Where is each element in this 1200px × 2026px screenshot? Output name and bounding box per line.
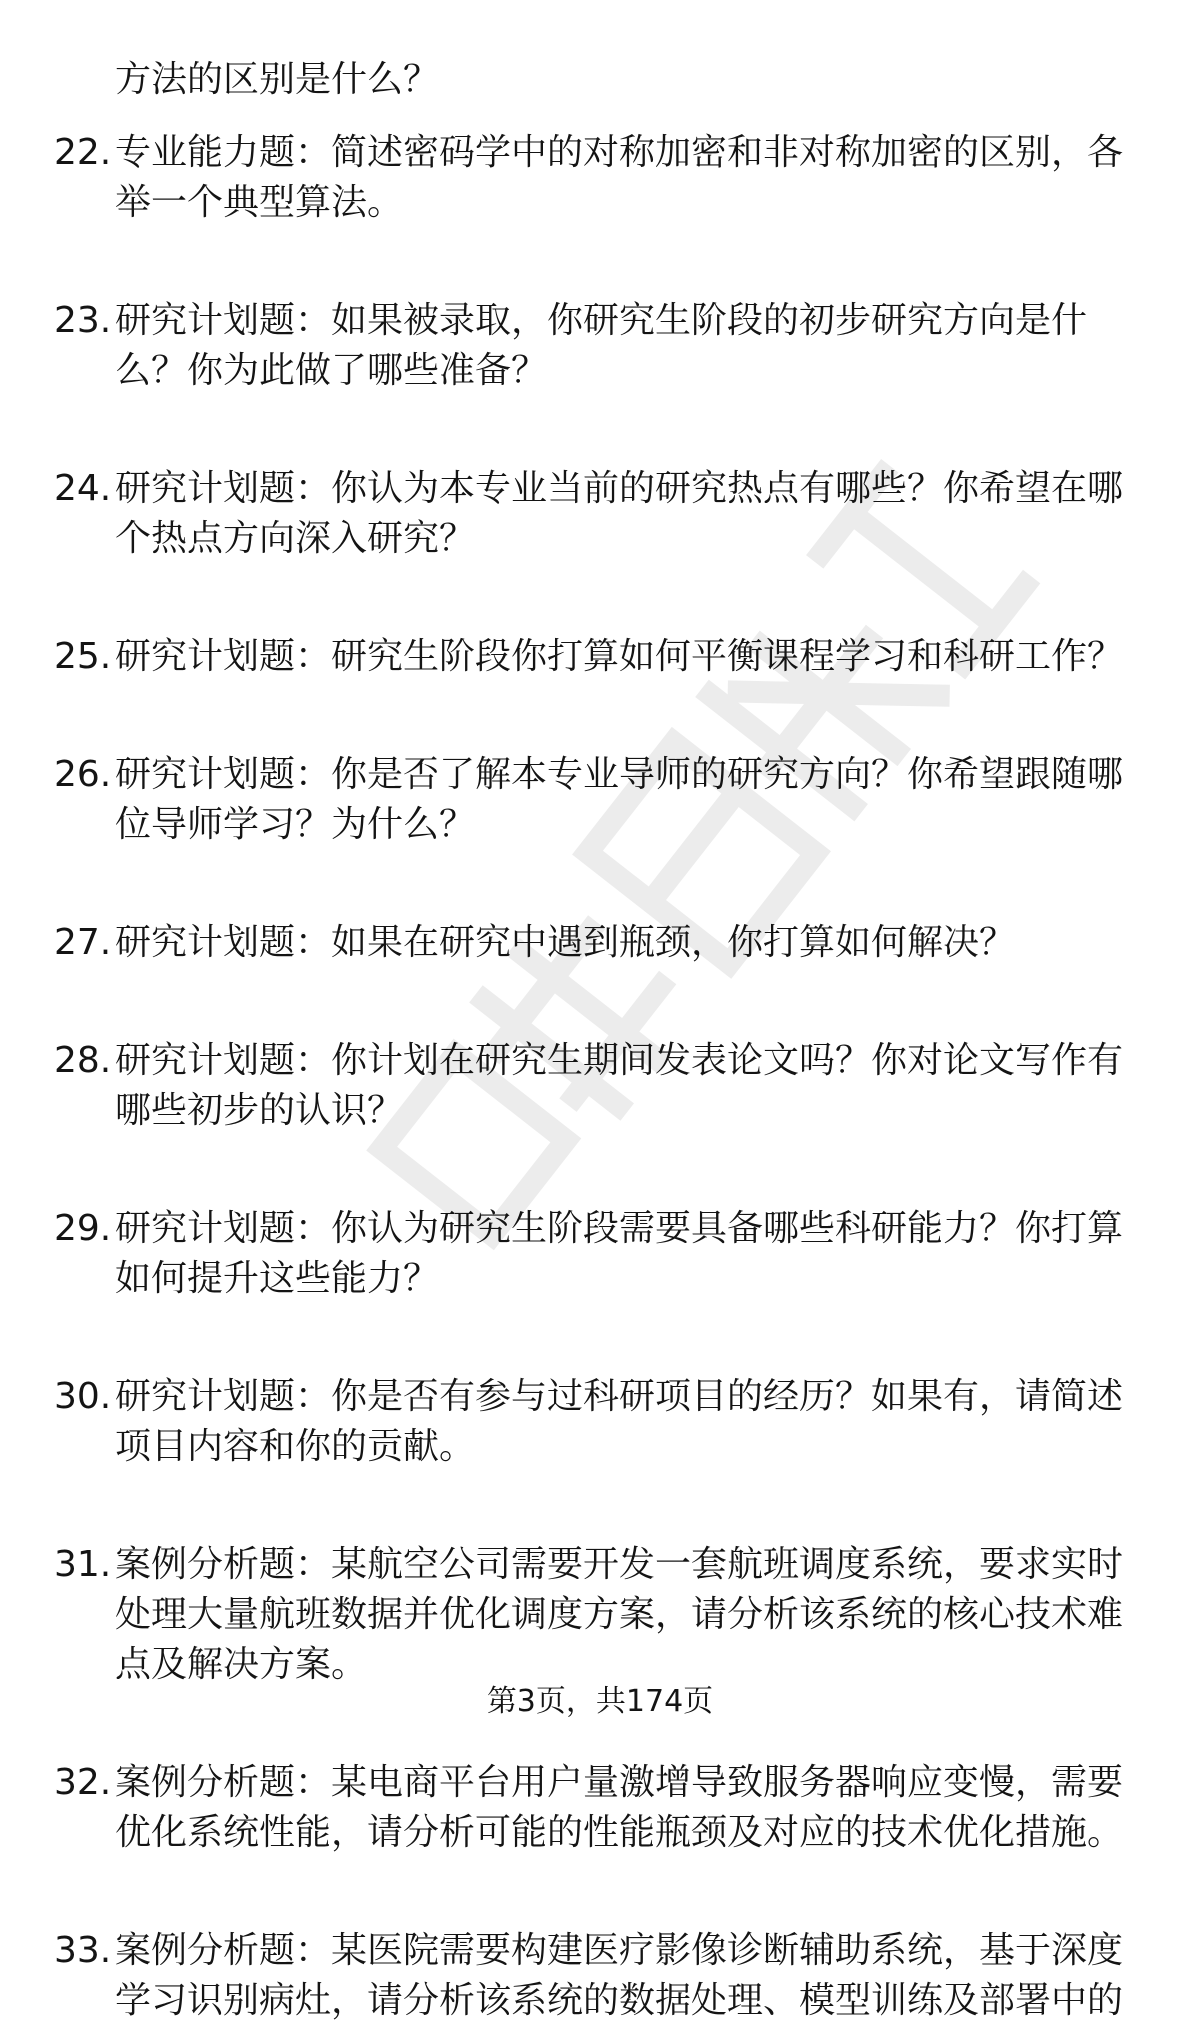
- question-number: 31.: [54, 1544, 112, 1585]
- question-text-line: 专业能力题：简述密码学中的对称加密和非对称加密的区别，各: [115, 132, 1124, 173]
- question-number: 23.: [54, 300, 112, 341]
- question-number: 25.: [54, 636, 112, 677]
- question-text-line: 么？你为此做了哪些准备？: [115, 350, 548, 391]
- question-number: 33.: [54, 1930, 112, 1971]
- question-text-line: 项目内容和你的贡献。: [115, 1426, 476, 1467]
- question-text-line: 研究计划题：你计划在研究生期间发表论文吗？你对论文写作有: [115, 1040, 1124, 1081]
- question-number: 24.: [54, 468, 112, 509]
- continued-text-line: 方法的区别是什么？: [115, 59, 440, 100]
- question-text-line: 如何提升这些能力？: [115, 1258, 440, 1299]
- question-text-line: 处理大量航班数据并优化调度方案，请分析该系统的核心技术难: [115, 1594, 1124, 1635]
- question-text-line: 研究计划题：你认为本专业当前的研究热点有哪些？你希望在哪: [115, 468, 1124, 509]
- question-text-line: 研究计划题：如果被录取，你研究生阶段的初步研究方向是什: [115, 300, 1088, 341]
- question-text-line: 举一个典型算法。: [115, 182, 404, 223]
- question-text-line: 学习识别病灶，请分析该系统的数据处理、模型训练及部署中的: [115, 1980, 1124, 2021]
- question-text-line: 研究计划题：你是否了解本专业导师的研究方向？你希望跟随哪: [115, 754, 1124, 795]
- question-text-line: 点及解决方案。: [115, 1644, 368, 1685]
- question-text-line: 优化系统性能，请分析可能的性能瓶颈及对应的技术优化措施。: [115, 1812, 1124, 1853]
- watermark-graphic: [255, 430, 1055, 1330]
- question-number: 28.: [54, 1040, 112, 1081]
- question-number: 27.: [54, 922, 112, 963]
- question-text-line: 研究计划题：研究生阶段你打算如何平衡课程学习和科研工作？: [115, 636, 1124, 677]
- question-text-line: 个热点方向深入研究？: [115, 518, 476, 559]
- question-text-line: 案例分析题：某电商平台用户量激增导致服务器响应变慢，需要: [115, 1762, 1124, 1803]
- question-number: 22.: [54, 132, 112, 173]
- question-number: 26.: [54, 754, 112, 795]
- question-text-line: 研究计划题：如果在研究中遇到瓶颈，你打算如何解决？: [115, 922, 1016, 963]
- question-number: 30.: [54, 1376, 112, 1417]
- question-text-line: 位导师学习？为什么？: [115, 804, 476, 845]
- question-text-line: 研究计划题：你是否有参与过科研项目的经历？如果有，请简述: [115, 1376, 1124, 1417]
- question-text-line: 案例分析题：某航空公司需要开发一套航班调度系统，要求实时: [115, 1544, 1124, 1585]
- page-footer: 第3页，共174页: [486, 1684, 714, 1719]
- question-number: 32.: [54, 1762, 112, 1803]
- question-text-line: 研究计划题：你认为研究生阶段需要具备哪些科研能力？你打算: [115, 1208, 1124, 1249]
- question-text-line: 哪些初步的认识？: [115, 1090, 404, 1131]
- question-text-line: 案例分析题：某医院需要构建医疗影像诊断辅助系统，基于深度: [115, 1930, 1124, 1971]
- question-number: 29.: [54, 1208, 112, 1249]
